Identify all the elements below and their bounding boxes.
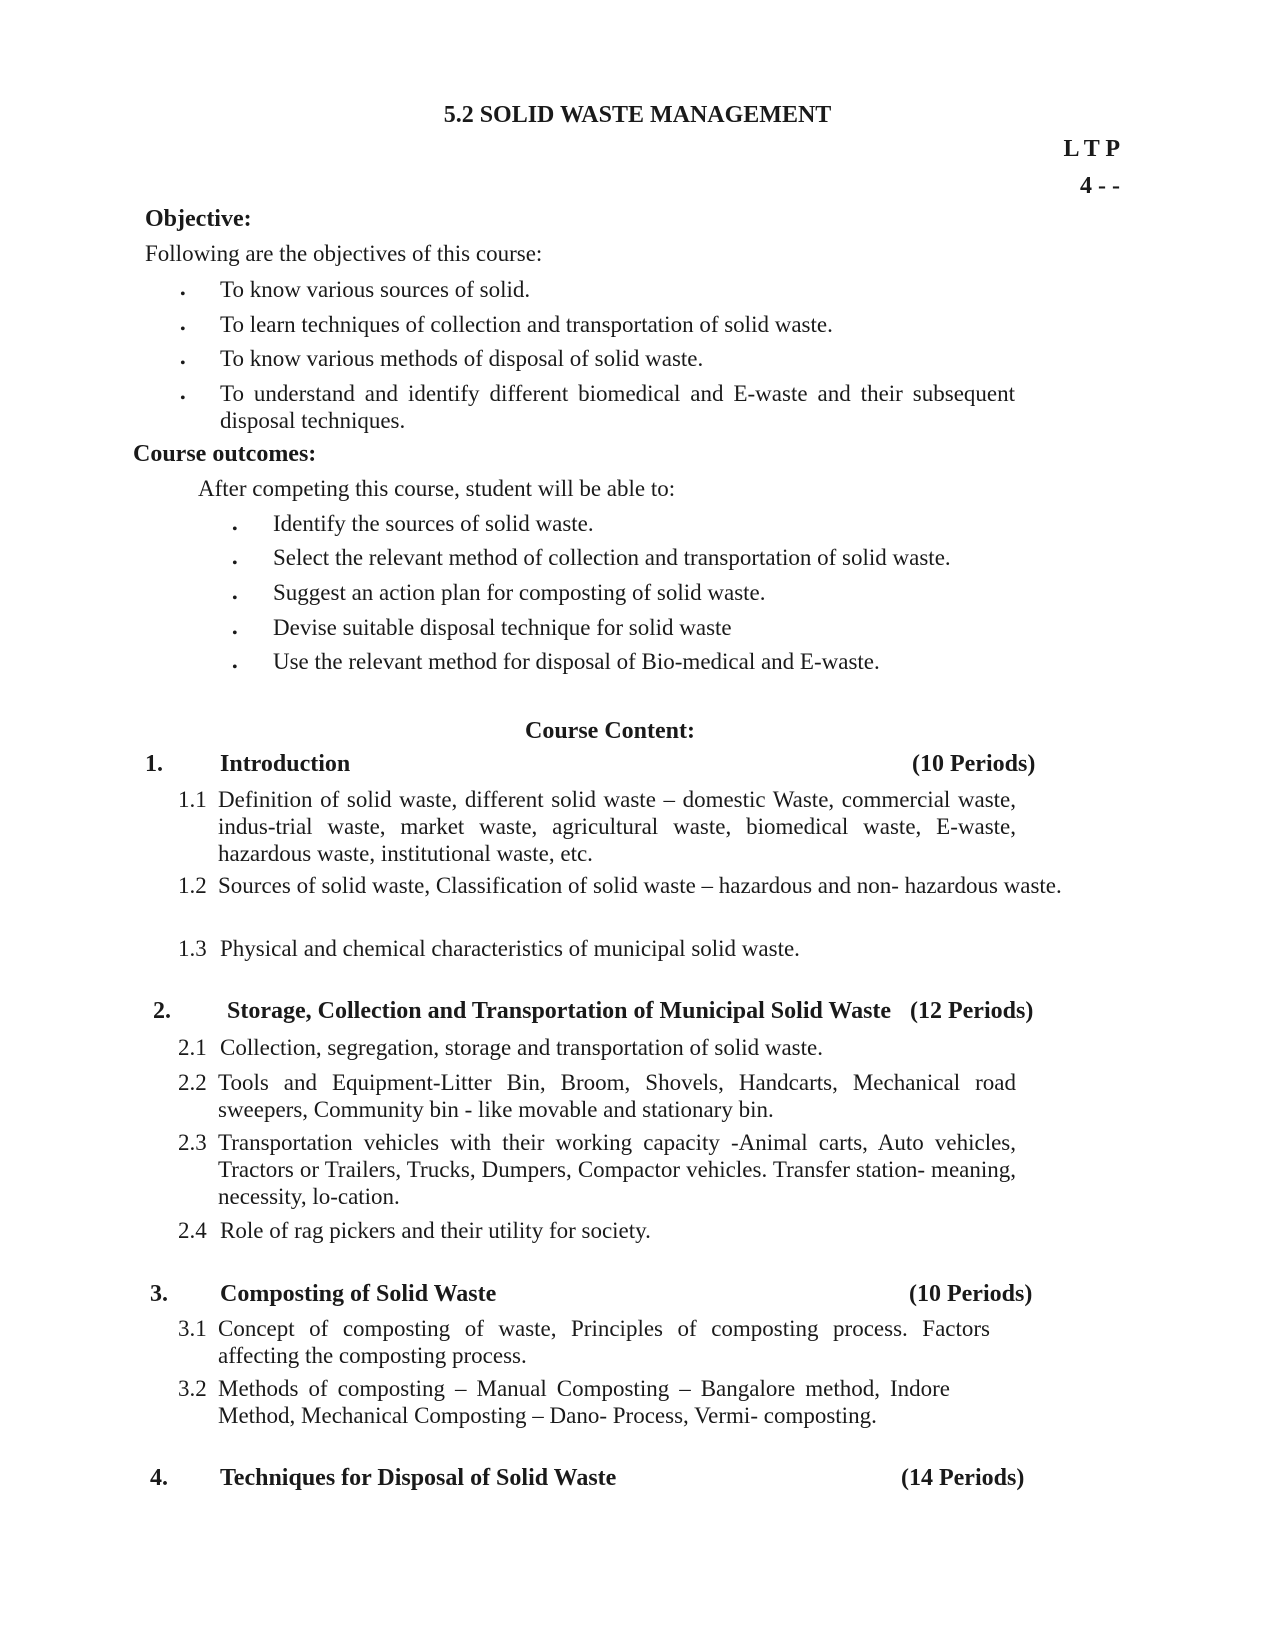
bullet-icon: • — [232, 555, 238, 572]
sub-text: Physical and chemical characteristics of municipal solid waste. — [220, 936, 800, 961]
sub-text: Collection, segregation, storage and transportation of solid waste. — [220, 1035, 823, 1060]
sub-text: Concept of composting of waste, Principles of composting process. Factors affecting the composting process. — [218, 1316, 990, 1368]
bullet-icon: • — [180, 321, 186, 338]
unit-periods: (10 Periods) — [909, 1281, 1033, 1307]
sub-number: 2.2 — [178, 1070, 207, 1095]
page-title: 5.2 SOLID WASTE MANAGEMENT — [443, 102, 832, 128]
list-item: Suggest an action plan for composting of solid waste. — [273, 580, 766, 605]
sub-text: Tools and Equipment-Litter Bin, Broom, Shovels, Handcarts, Mechanical road sweepers, Community bin - like movable and stationary bin. — [218, 1070, 1016, 1122]
unit-periods: (10 Periods) — [912, 751, 1036, 777]
unit-number: 2. — [153, 998, 171, 1024]
bullet-icon: • — [180, 286, 186, 303]
ltp-values: 4 - - — [1080, 173, 1120, 199]
list-item: Devise suitable disposal technique for solid waste — [273, 615, 732, 640]
outcomes-heading: Course outcomes: — [133, 441, 317, 467]
bullet-icon: • — [232, 590, 238, 607]
sub-text: Transportation vehicles with their working capacity -Animal carts, Auto vehicles, Tractors or Trailers, Trucks, Dumpers, Compactor vehicles. Transfer station- meaning, necessity, lo-cation. — [218, 1130, 1016, 1209]
sub-text: Role of rag pickers and their utility for society. — [220, 1218, 651, 1243]
list-item: Select the relevant method of collection and transportation of solid waste. — [273, 545, 951, 570]
sub-text: Sources of solid waste, Classification of solid waste – hazardous and non- hazardous waste. — [218, 873, 1062, 898]
sub-number: 2.4 — [178, 1218, 207, 1243]
list-item: Use the relevant method for disposal of Bio-medical and E-waste. — [273, 649, 880, 674]
unit-title: Techniques for Disposal of Solid Waste — [220, 1465, 617, 1491]
sub-number: 3.2 — [178, 1376, 207, 1401]
list-item: Identify the sources of solid waste. — [273, 511, 594, 536]
objective-heading: Objective: — [145, 206, 252, 232]
list-item: To know various methods of disposal of solid waste. — [220, 346, 704, 371]
list-item: To learn techniques of collection and transportation of solid waste. — [220, 312, 833, 337]
unit-periods: (12 Periods) — [910, 998, 1034, 1024]
sub-text: Methods of composting – Manual Composting – Bangalore method, Indore Method, Mechanical Composting – Dano- Process, Vermi- composting. — [218, 1376, 950, 1428]
unit-title: Introduction — [220, 751, 351, 777]
sub-number: 2.1 — [178, 1035, 207, 1060]
unit-number: 3. — [150, 1281, 168, 1307]
bullet-icon: • — [232, 521, 238, 538]
unit-title: Storage, Collection and Transportation of Municipal Solid Waste — [227, 998, 892, 1024]
outcomes-intro: After competing this course, student will be able to: — [198, 476, 676, 501]
objective-intro: Following are the objectives of this course: — [145, 241, 543, 266]
sub-number: 1.3 — [178, 936, 207, 961]
list-item: To know various sources of solid. — [220, 277, 531, 302]
unit-number: 1. — [145, 751, 163, 777]
sub-number: 1.1 — [178, 787, 207, 812]
bullet-icon: • — [232, 659, 238, 676]
bullet-icon: • — [180, 355, 186, 372]
content-heading: Course Content: — [525, 718, 695, 744]
sub-number: 3.1 — [178, 1316, 207, 1341]
sub-number: 1.2 — [178, 873, 207, 898]
ltp-header: L T P — [1063, 136, 1120, 162]
unit-periods: (14 Periods) — [901, 1465, 1025, 1491]
sub-number: 2.3 — [178, 1130, 207, 1155]
sub-text-content: Definition of solid waste, different solid waste – domestic Waste, commercial waste, indus-trial waste, market waste, agricultural waste, biomedical waste, E-waste, hazardous waste, institutional waste, etc. — [218, 787, 1016, 866]
unit-number: 4. — [150, 1465, 168, 1491]
sub-text — [218, 786, 1016, 867]
bullet-icon: • — [180, 390, 186, 407]
bullet-icon: • — [232, 625, 238, 642]
list-item: To understand and identify different biomedical and E-waste and their subsequent disposal techniques. — [220, 381, 1015, 433]
unit-title: Composting of Solid Waste — [220, 1281, 497, 1307]
